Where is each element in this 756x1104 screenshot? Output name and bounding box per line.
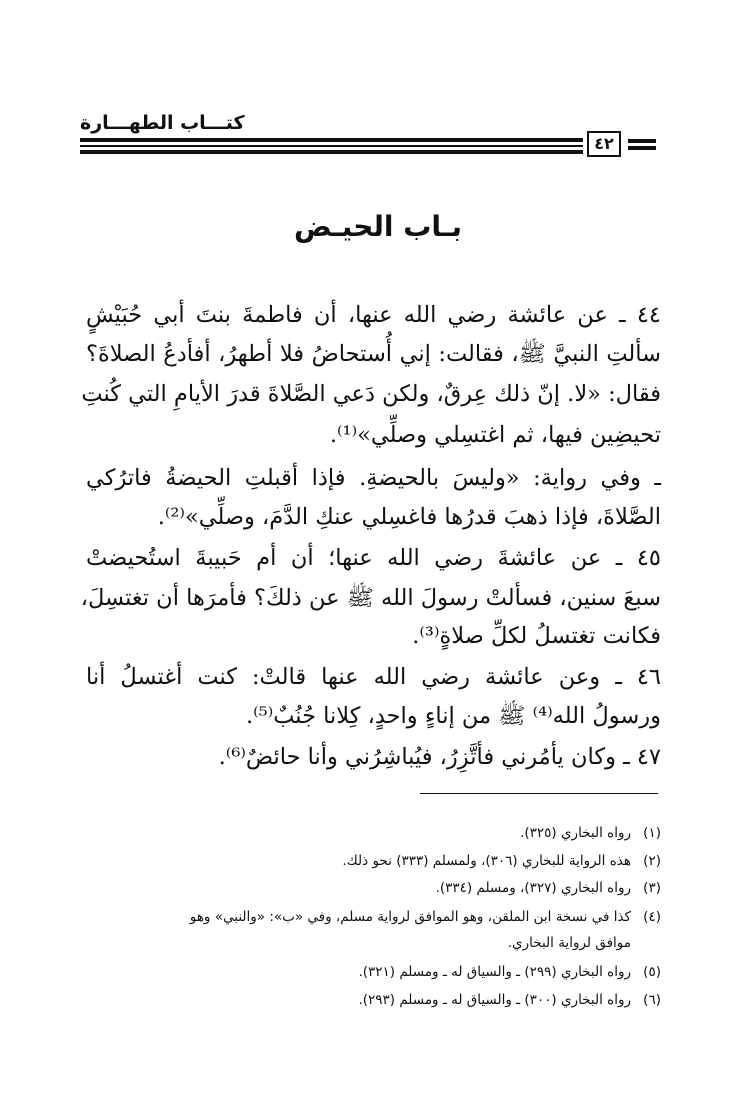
chapter-title: بـاب الحيـض xyxy=(294,210,462,243)
page-number: ٤٢ xyxy=(587,131,621,157)
hadith-45-line-1: ٤٥ ـ عن عائشةَ رضي الله عنها؛ أن أم حَبيبةَ استُحيضتْ xyxy=(86,545,661,571)
footnote-text: هذه الرواية للبخاري (٣٠٦)، ولمسلم (٣٣٣) نحو ذلك. xyxy=(342,853,631,869)
footnote-2 xyxy=(86,853,661,871)
footnote-text: رواه البخاري (٣٠٠) ـ والسياق له ـ ومسلم (٢٩٣). xyxy=(358,992,631,1008)
header-ornament-bar xyxy=(628,146,656,150)
hadith-46-line-1: ٤٦ ـ وعن عائشة رضي الله عنها قالتْ: كنت أغتسلُ أنا xyxy=(86,664,661,690)
hadith-47-line-1: ٤٧ ـ وكان يأمُرني فأتَّزِرُ، فيُباشِرُني وأنا حائضٌ⁽⁶⁾. xyxy=(218,744,661,770)
footnote-number: (٦) xyxy=(643,992,661,1008)
hadith-44-line-4: تحيضِين فيها، ثم اغتسِلي وصلِّي»⁽¹⁾. xyxy=(329,422,661,448)
footnote-number: (٥) xyxy=(643,964,661,980)
footnote-text: كذا في نسخة ابن الملقن، وهو الموافق لرواية مسلم، وفي «ب»: «والنبي» وهو xyxy=(189,909,631,925)
footnote-number: (٣) xyxy=(643,880,661,896)
hadith-46-line-2: ورسولُ الله⁽⁴⁾ ﷺ من إناءٍ واحدٍ، كِلانا جُنُبٌ⁽⁵⁾. xyxy=(245,703,661,729)
running-title: كتـــاب الطهـــارة xyxy=(80,112,245,134)
footnote-text: رواه البخاري (٣٢٧)، ومسلم (٣٣٤). xyxy=(435,880,631,896)
footnote-5 xyxy=(86,964,661,982)
hadith-45-line-3: فكانت تغتسلُ لكلِّ صلاةٍ⁽³⁾. xyxy=(412,623,661,649)
header-ornament-bar xyxy=(628,139,656,143)
hadith-44-line-1: ٤٤ ـ عن عائشة رضي الله عنها، أن فاطمةَ بنتَ أبي حُبَيْشٍ xyxy=(86,302,661,328)
hadith-44-line-2: سألتِ النبيَّ ﷺ، فقالت: إني أُستحاضُ فلا أطهرُ، أفأدعُ الصلاةَ؟ xyxy=(86,341,661,367)
header-rule xyxy=(80,150,583,154)
header-rule xyxy=(80,138,583,142)
footnote-text: رواه البخاري (٣٢٥). xyxy=(520,825,631,841)
footnote-1 xyxy=(86,825,661,843)
footnote-text: رواه البخاري (٢٩٩) ـ والسياق له ـ ومسلم (٣٢١). xyxy=(358,964,631,980)
footnote-number: (٤) xyxy=(643,909,661,925)
footnote-number: (٢) xyxy=(643,853,661,869)
footnote-4 xyxy=(86,909,661,927)
footnote-6 xyxy=(86,992,661,1010)
footnote-4-continued xyxy=(56,935,661,953)
hadith-44-variant-line-2: الصَّلاةَ، فإذا ذهبَ قدرُها فاغسِلي عنكِ الدَّمَ، وصلِّي»⁽²⁾. xyxy=(157,504,661,530)
hadith-44-line-3: فقال: «لا. إنّ ذلك عِرقٌ، ولكن دَعي الصَّلاةَ قدرَ الأيامِ التي كُنتِ xyxy=(81,381,661,407)
footnote-separator xyxy=(420,793,658,794)
hadith-44-variant-line-1: ـ وفي رواية: «وليسَ بالحيضةِ. فإذا أقبلتِ الحيضةُ فاترُكي xyxy=(86,465,661,491)
hadith-45-line-2: سبعَ سنين، فسألتْ رسولَ الله ﷺ عن ذلكَ؟ فأمرَها أن تغتسِلَ، xyxy=(80,585,661,611)
footnote-3 xyxy=(86,880,661,898)
header-rule xyxy=(80,145,583,147)
footnote-number: (١) xyxy=(643,825,661,841)
footnote-text: موافق لرواية البخاري. xyxy=(507,935,631,951)
